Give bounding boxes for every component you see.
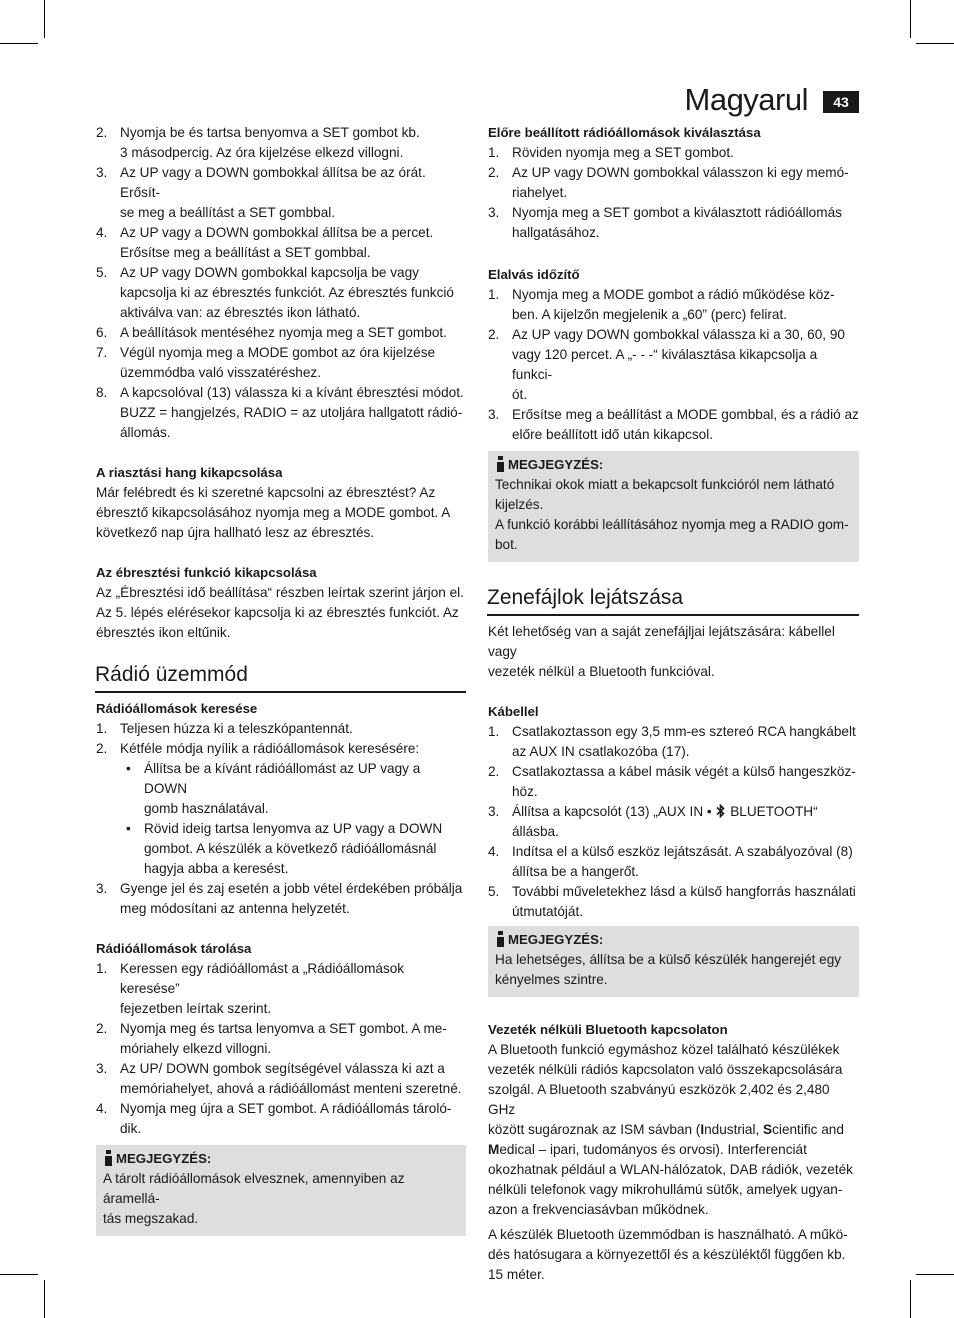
list-item: 5. További műveletekhez lásd a külső hangforrás használati útmutatóját.	[488, 884, 856, 919]
info-icon	[103, 1150, 114, 1166]
list-item: 4. Indítsa el a külső eszköz lejátszását. A szabályozóval (8) állítsa be a hangerőt.	[488, 844, 853, 879]
sleep-steps-list	[488, 285, 859, 445]
bluetooth-text: A Bluetooth funkció egymáshoz közel található készülékek vezeték nélküli rádiós kapcsolaton való összekapcsolására szolgál. A Bluetooth szabványú eszközök 2,402 és 2,480 GHz között sugároznak az ISM sávban (Industrial, Scientific and Medical – ipari, tudományos és orvosi). Interferenciát okozhatnak például a WLAN-hálózatok, DAB rádiók, vezeték nélküli telefonok vagy mikrohullámú sütők, amelyek ugyan- azon a frekvenciasávban működnek.	[488, 1042, 853, 1217]
list-item: 4. Az UP vagy a DOWN gombokkal állítsa be a percet. Erősítse meg a beállítást a SET gombbal.	[96, 225, 434, 260]
list-item: 3. Nyomja meg a SET gombot a kiválasztott rádióállomás hallgatásához.	[488, 205, 842, 240]
list-item: 3. Erősítse meg a beállítást a MODE gombbal, és a rádió az előre beállított idő után kikapcsol.	[488, 407, 859, 442]
crop-mark	[44, 0, 45, 38]
cable-steps-list	[488, 722, 859, 922]
alarm-off-text: Már felébredt és ki szeretné kapcsolni az ébresztést? Az ébresztő kikapcsolásához nyomja meg a MODE gombot. A következő nap újra hallható lesz az ébresztés.	[96, 485, 451, 540]
crop-mark	[0, 1274, 38, 1275]
list-item: 1. Nyomja meg a MODE gombot a rádió működése köz- ben. A kijelzőn megjelenik a „60” (perc) felirat.	[488, 287, 835, 322]
crop-mark	[910, 0, 911, 38]
list-item: 1. Teljesen húzza ki a teleszkópantennát.	[96, 721, 353, 736]
preset-steps-list	[488, 143, 859, 243]
list-item: 3. Állítsa a kapcsolót (13) „AUX IN • BLUETOOTH“ állásba.	[488, 804, 818, 839]
list-item: 1. Csatlakoztasson egy 3,5 mm-es sztereó RCA hangkábelt az AUX IN csatlakozóba (17).	[488, 724, 856, 759]
cable-heading: Kábellel	[488, 704, 539, 719]
note-box	[488, 926, 859, 997]
list-item: 6. A beállítások mentéséhez nyomja meg a SET gombot.	[96, 325, 447, 340]
bluetooth-icon	[715, 804, 726, 818]
page-number: 43	[823, 91, 859, 113]
list-item: 3. Az UP/ DOWN gombok segítségével válassza ki azt a memóriahelyet, ahová a rádióállomást menteni szeretné.	[96, 1061, 462, 1096]
list-item: 2. Nyomja be és tartsa benyomva a SET gombot kb. 3 másodpercig. Az óra kijelzése elkezd villogni.	[96, 125, 420, 160]
bluetooth-range-text: A készülék Bluetooth üzemmódban is használható. A műkö- dés hatósugara a környezettől és a készüléktől függően kb. 15 méter.	[488, 1227, 848, 1282]
list-item: 5. Az UP vagy DOWN gombokkal kapcsolja be vagy kapcsolja ki az ébresztés funkciót. Az ébresztés funkció aktiválva van: az ébresztés ikon látható.	[96, 265, 454, 320]
crop-mark	[916, 43, 954, 44]
store-steps-list	[96, 959, 466, 1139]
list-item: 7. Végül nyomja meg a MODE gombot az óra kijelzése üzemmódba való visszatéréshez.	[96, 345, 436, 380]
note-title: MEGJEGYZÉS:	[508, 457, 604, 472]
crop-mark	[44, 1280, 45, 1318]
list-item: 2. Nyomja meg és tartsa lenyomva a SET gombot. A me- móriahely elkezd villogni.	[96, 1021, 447, 1056]
note-box	[488, 451, 859, 562]
search-bullets	[120, 759, 466, 879]
note-title: MEGJEGYZÉS:	[508, 932, 604, 947]
info-icon	[495, 931, 506, 947]
left-column	[96, 123, 466, 1236]
search-heading: Rádióállomások keresése	[96, 701, 258, 716]
list-item: 8. A kapcsolóval (13) válassza ki a kívánt ébresztési módot. BUZZ = hangjelzés, RADIO = az utoljára hallgatott rádió- állomás.	[96, 385, 464, 440]
note-text: A tárolt rádióállomások elvesznek, amennyiben az áramellá- tás megszakad.	[103, 1171, 405, 1226]
store-heading: Rádióállomások tárolása	[96, 941, 252, 956]
sleep-heading: Elalvás időzítő	[488, 267, 580, 282]
music-section-heading: Zenefájlok lejátszása	[487, 584, 859, 616]
list-item: 2. Az UP vagy DOWN gombokkal válassza ki a 30, 60, 90 vagy 120 percet. A „- - -“ kiválasztása kikapcsolja a funkci- ót.	[488, 327, 845, 402]
note-text: Technikai okok miatt a bekapcsolt funkcióról nem látható kijelzés. A funkció korábbi leállításához nyomja meg a RADIO gom- bot.	[495, 477, 849, 552]
list-item: 3. Az UP vagy a DOWN gombokkal állítsa be az órát. Erősít- se meg a beállítást a SET gombbal.	[96, 165, 426, 220]
preset-heading: Előre beállított rádióállomások kiválasztása	[488, 125, 761, 140]
info-icon	[495, 456, 506, 472]
wake-off-text: Az „Ébresztési idő beállítása“ részben leírtak szerint járjon el. Az 5. lépés elérésekor kapcsolja ki az ébresztés funkciót. Az ébresztés ikon eltűnik.	[96, 585, 464, 640]
list-item: 4. Nyomja meg újra a SET gombot. A rádióállomás tároló- dik.	[96, 1101, 452, 1136]
music-intro-text: Két lehetőség van a saját zenefájljai lejátszására: kábellel vagy vezeték nélkül a Bluetooth funkcióval.	[488, 624, 835, 679]
list-item: 1. Röviden nyomja meg a SET gombot.	[488, 145, 734, 160]
wake-off-heading: Az ébresztési funkció kikapcsolása	[96, 565, 317, 580]
list-item: 1. Keressen egy rádióállomást a „Rádióállomások keresése” fejezetben leírtak szerint.	[96, 961, 405, 1016]
bluetooth-heading: Vezeték nélküli Bluetooth kapcsolaton	[488, 1022, 728, 1037]
search-steps-list	[96, 719, 466, 919]
note-title: MEGJEGYZÉS:	[116, 1151, 212, 1166]
alarm-off-heading: A riasztási hang kikapcsolása	[96, 465, 283, 480]
note-text: Ha lehetséges, állítsa be a külső készülék hangerejét egy kényelmes szintre.	[495, 952, 842, 987]
list-item: 2. Az UP vagy DOWN gombokkal válasszon ki egy memó- riahelyet.	[488, 165, 849, 200]
list-item: • Rövid ideig tartsa lenyomva az UP vagy a DOWN gombot. A készülék a következő rádióállomásnál hagyja abba a keresést.	[120, 819, 466, 879]
page-title: Magyarul	[684, 82, 808, 117]
crop-mark	[916, 1274, 954, 1275]
crop-mark	[0, 43, 38, 44]
list-item: • Állítsa be a kívánt rádióállomást az UP vagy a DOWN gomb használatával.	[120, 759, 466, 819]
alarm-steps-list	[96, 123, 466, 443]
list-item: 3. Gyenge jel és zaj esetén a jobb vétel érdekében próbálja meg módosítani az antenna helyzetét.	[96, 881, 463, 916]
list-item: 2. Csatlakoztassa a kábel másik végét a külső hangeszköz- höz.	[488, 764, 856, 799]
crop-mark	[910, 1280, 911, 1318]
radio-section-heading: Rádió üzemmód	[95, 661, 466, 693]
note-box	[96, 1145, 466, 1236]
right-column	[488, 123, 859, 1285]
list-item: 2. Kétféle módja nyílik a rádióállomások keresésére: • Állítsa be a kívánt rádióállomást az UP vagy a DOWN gomb használatával. • Rövid ideig tartsa lenyomva az UP vagy a DOWN gombot. A készülék a következő rádióállomásnál hagyja abba a keresést.	[96, 739, 466, 879]
